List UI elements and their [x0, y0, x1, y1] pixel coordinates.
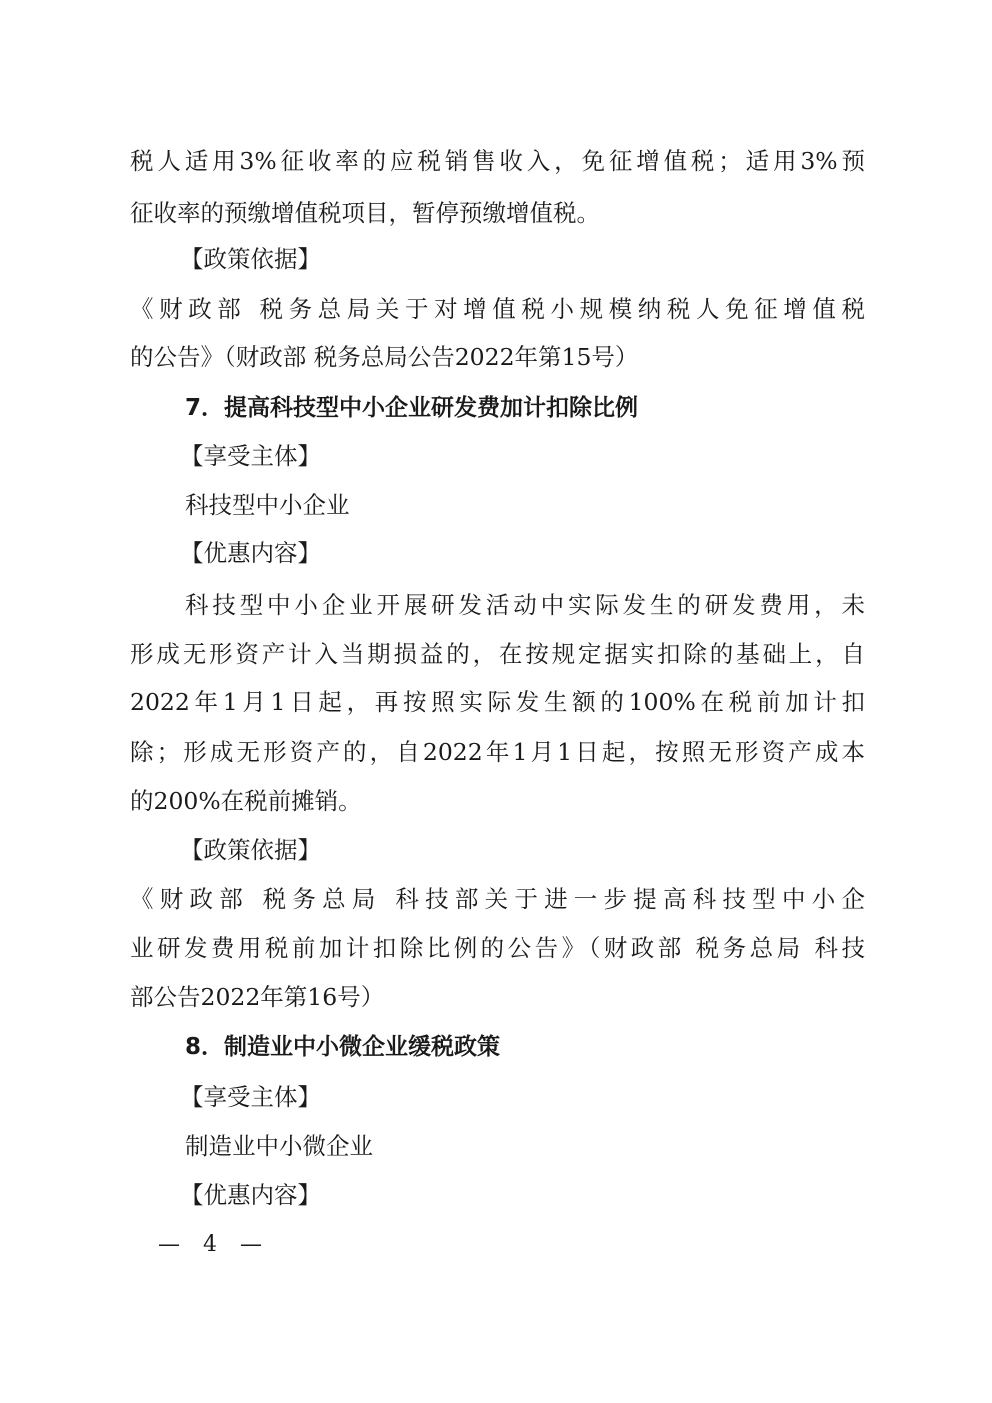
body-text-line: 征收率的预缴增值税项目，暂停预缴增值税。 [130, 199, 600, 227]
section-label-policy-basis: 【政策依据】 [180, 836, 321, 864]
body-text-line: 制造业中小微企业 [185, 1132, 373, 1160]
section-heading-8: 8．制造业中小微企业缓税政策 [185, 1034, 501, 1060]
section-label-beneficiary: 【享受主体】 [180, 442, 321, 470]
section-label-policy-basis: 【政策依据】 [180, 245, 321, 273]
body-text-line: 《财政部 税务总局关于对增值税小规模纳税人免征增值税 [130, 295, 865, 323]
section-label-preferential-content: 【优惠内容】 [180, 539, 321, 567]
body-text-line: 2022年1月1日起，再按照实际发生额的100%在税前加计扣 [130, 688, 865, 716]
body-text-line: 除；形成无形资产的，自2022年1月1日起，按照无形资产成本 [130, 738, 865, 766]
section-heading-7: 7．提高科技型中小企业研发费加计扣除比例 [185, 395, 639, 421]
body-text-line: 形成无形资产计入当期损益的，在按规定据实扣除的基础上，自 [130, 640, 865, 668]
body-text-line: 部公告2022年第16号） [130, 983, 385, 1011]
body-text-line: 科技型中小企业 [185, 491, 350, 519]
body-text-line: 《财政部 税务总局 科技部关于进一步提高科技型中小企 [130, 885, 865, 913]
body-text-line: 的公告》（财政部 税务总局公告2022年第15号） [130, 343, 639, 371]
page-number: — 4 — [158, 1232, 270, 1257]
section-label-beneficiary: 【享受主体】 [180, 1083, 321, 1111]
body-text-line: 科技型中小企业开展研发活动中实际发生的研发费用，未 [185, 591, 865, 619]
section-label-preferential-content: 【优惠内容】 [180, 1181, 321, 1209]
body-text-line: 税人适用3%征收率的应税销售收入，免征增值税；适用3%预 [130, 147, 865, 175]
body-text-line: 业研发费用税前加计扣除比例的公告》（财政部 税务总局 科技 [130, 934, 865, 962]
body-text-line: 的200%在税前摊销。 [130, 787, 362, 815]
